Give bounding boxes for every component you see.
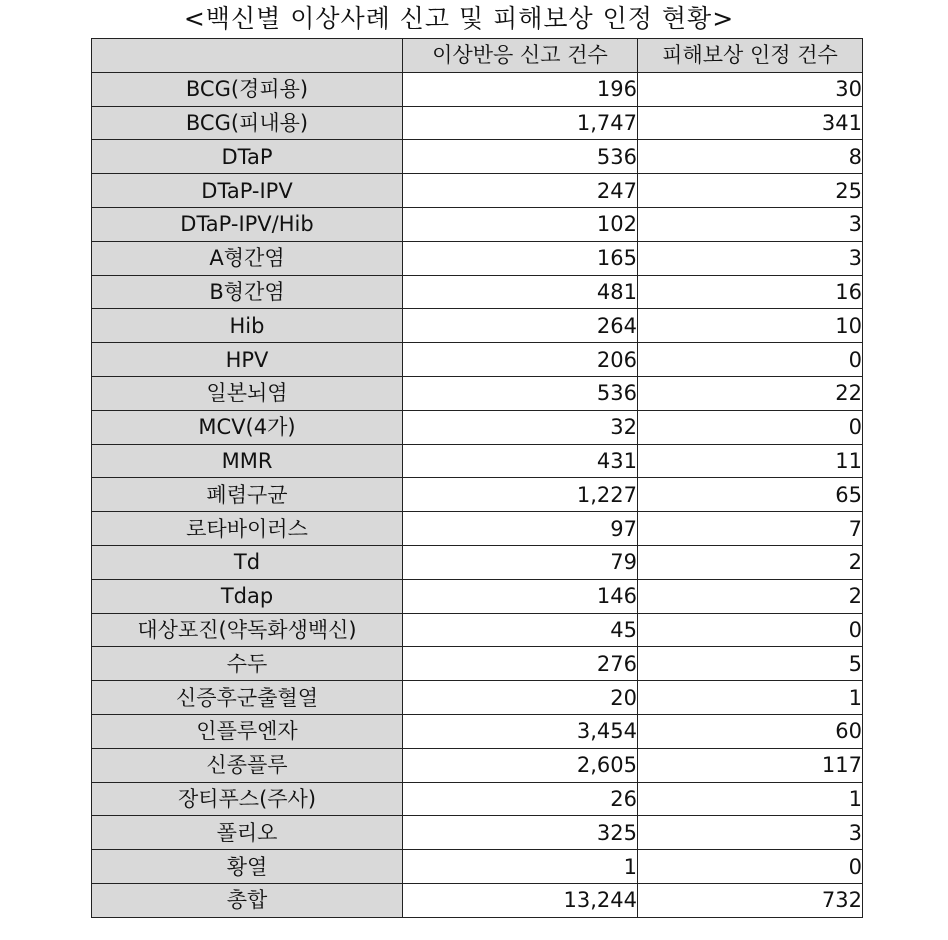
report-count-cell: 146: [403, 579, 638, 613]
vaccine-name-cell: 신종플루: [92, 748, 403, 782]
compensation-count-cell: 60: [638, 714, 863, 748]
vaccine-name-cell: DTaP-IPV: [92, 174, 403, 208]
report-count-cell: 431: [403, 444, 638, 478]
report-count-cell: 13,244: [403, 883, 638, 917]
vaccine-name-cell: 폐렴구균: [92, 478, 403, 512]
compensation-count-cell: 0: [638, 410, 863, 444]
report-count-cell: 264: [403, 309, 638, 343]
table-row: [92, 681, 863, 715]
compensation-count-cell: 10: [638, 309, 863, 343]
vaccine-name-cell: Tdap: [92, 579, 403, 613]
compensation-count-cell: 2: [638, 545, 863, 579]
header-reports: 이상반응 신고 건수: [403, 39, 638, 73]
compensation-count-cell: 0: [638, 850, 863, 884]
header-corner-cell: [92, 39, 403, 73]
vaccine-name-cell: MMR: [92, 444, 403, 478]
report-count-cell: 165: [403, 241, 638, 275]
compensation-count-cell: 5: [638, 647, 863, 681]
vaccine-name-cell: 일본뇌염: [92, 376, 403, 410]
table-row: [92, 174, 863, 208]
table-row: [92, 714, 863, 748]
compensation-count-cell: 3: [638, 207, 863, 241]
report-count-cell: 20: [403, 681, 638, 715]
vaccine-name-cell: BCG(피내용): [92, 106, 403, 140]
report-count-cell: 276: [403, 647, 638, 681]
vaccine-name-cell: 장티푸스(주사): [92, 782, 403, 816]
table-row: [92, 343, 863, 377]
compensation-count-cell: 3: [638, 816, 863, 850]
compensation-count-cell: 7: [638, 512, 863, 546]
report-count-cell: 102: [403, 207, 638, 241]
vaccine-name-cell: A형간염: [92, 241, 403, 275]
table-row: [92, 376, 863, 410]
table-row: [92, 478, 863, 512]
table-row: [92, 72, 863, 106]
table-row: [92, 207, 863, 241]
table-row: [92, 140, 863, 174]
table-row: [92, 275, 863, 309]
table-row: [92, 444, 863, 478]
table-row: [92, 545, 863, 579]
report-count-cell: 3,454: [403, 714, 638, 748]
compensation-count-cell: 341: [638, 106, 863, 140]
table-row: [92, 816, 863, 850]
table-row: [92, 782, 863, 816]
vaccine-adverse-event-table: [91, 38, 863, 918]
table-row: [92, 241, 863, 275]
compensation-count-cell: 25: [638, 174, 863, 208]
report-count-cell: 536: [403, 140, 638, 174]
vaccine-name-cell: 황열: [92, 850, 403, 884]
vaccine-name-cell: B형간염: [92, 275, 403, 309]
compensation-count-cell: 8: [638, 140, 863, 174]
compensation-count-cell: 117: [638, 748, 863, 782]
table-row: [92, 647, 863, 681]
compensation-count-cell: 732: [638, 883, 863, 917]
vaccine-name-cell: 대상포진(약독화생백신): [92, 613, 403, 647]
compensation-count-cell: 30: [638, 72, 863, 106]
table-row: [92, 850, 863, 884]
table-row: [92, 309, 863, 343]
report-count-cell: 536: [403, 376, 638, 410]
compensation-count-cell: 0: [638, 343, 863, 377]
compensation-count-cell: 1: [638, 782, 863, 816]
report-count-cell: 1,747: [403, 106, 638, 140]
compensation-count-cell: 11: [638, 444, 863, 478]
vaccine-name-cell: 수두: [92, 647, 403, 681]
report-count-cell: 1: [403, 850, 638, 884]
vaccine-name-cell: Hib: [92, 309, 403, 343]
compensation-count-cell: 1: [638, 681, 863, 715]
vaccine-name-cell: 신증후군출혈열: [92, 681, 403, 715]
report-count-cell: 97: [403, 512, 638, 546]
header-row: [92, 39, 863, 73]
table-title: <백신별 이상사례 신고 및 피해보상 인정 현황>: [183, 4, 735, 33]
report-count-cell: 79: [403, 545, 638, 579]
report-count-cell: 2,605: [403, 748, 638, 782]
report-count-cell: 206: [403, 343, 638, 377]
vaccine-name-cell: HPV: [92, 343, 403, 377]
table-row: [92, 410, 863, 444]
table-row: [92, 883, 863, 917]
vaccine-name-cell: DTaP-IPV/Hib: [92, 207, 403, 241]
report-count-cell: 1,227: [403, 478, 638, 512]
vaccine-name-cell: 인플루엔자: [92, 714, 403, 748]
vaccine-name-cell: 로타바이러스: [92, 512, 403, 546]
compensation-count-cell: 16: [638, 275, 863, 309]
compensation-count-cell: 3: [638, 241, 863, 275]
vaccine-name-cell: BCG(경피용): [92, 72, 403, 106]
report-count-cell: 196: [403, 72, 638, 106]
vaccine-name-cell: Td: [92, 545, 403, 579]
vaccine-name-cell: 총합: [92, 883, 403, 917]
table-row: [92, 579, 863, 613]
table-row: [92, 106, 863, 140]
report-count-cell: 32: [403, 410, 638, 444]
vaccine-name-cell: MCV(4가): [92, 410, 403, 444]
report-count-cell: 325: [403, 816, 638, 850]
vaccine-name-cell: DTaP: [92, 140, 403, 174]
header-compensated: 피해보상 인정 건수: [638, 39, 863, 73]
table-row: [92, 748, 863, 782]
compensation-count-cell: 0: [638, 613, 863, 647]
report-count-cell: 45: [403, 613, 638, 647]
compensation-count-cell: 2: [638, 579, 863, 613]
table-row: [92, 613, 863, 647]
compensation-count-cell: 22: [638, 376, 863, 410]
report-count-cell: 481: [403, 275, 638, 309]
report-count-cell: 26: [403, 782, 638, 816]
table-row: [92, 512, 863, 546]
report-count-cell: 247: [403, 174, 638, 208]
compensation-count-cell: 65: [638, 478, 863, 512]
vaccine-name-cell: 폴리오: [92, 816, 403, 850]
